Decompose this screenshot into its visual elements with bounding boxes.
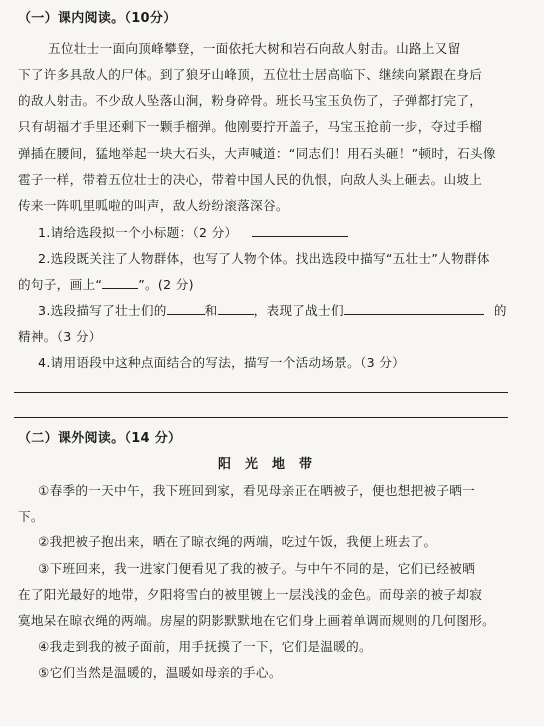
question-3-line-2: 精神。（3 分） (18, 329, 102, 344)
answer-line[interactable] (14, 417, 508, 418)
question-3-text-c: ，表现了战士们 (253, 303, 344, 318)
passage-line: 弹插在腰间，猛地举起一块大石头，大声喊道：“同志们！用石头砸！”顿时，石头像 (18, 146, 496, 161)
question-3-line-1 (38, 302, 544, 320)
section-two-heading: （二）课外阅读。（14 分） (18, 431, 182, 446)
question-1-text: 1.请给选段拟一个小标题：（2 分） (38, 225, 238, 240)
article-paragraph-line: ①春季的一天中午，我下班回到家，看见母亲正在晒被子，便也想把被子晒一 (38, 483, 476, 498)
answer-line[interactable] (14, 392, 508, 393)
passage-line: 传来一阵叽里呱啦的叫声，敌人纷纷滚落深谷。 (18, 198, 289, 213)
article-paragraph-line: ②我把被子抱出来，晒在了晾衣绳的两端，吃过午饭，我便上班去了。 (38, 534, 437, 549)
answer-blank[interactable] (344, 302, 484, 315)
question-2-line-2 (18, 276, 544, 294)
passage-line: 的敌人射击。不少敌人坠落山涧，粉身碎骨。班长马宝玉负伤了，子弹都打完了， (18, 93, 483, 108)
question-3-text-d: 的 (493, 303, 507, 318)
answer-blank[interactable] (252, 224, 348, 237)
answer-blank[interactable] (102, 276, 138, 289)
article-paragraph-line: ④我走到我的被子面前，用手抚摸了一下，它们是温暖的。 (38, 639, 372, 654)
article-paragraph-line: 在了阳光最好的地带，夕阳将雪白的被里镀上一层浅浅的金色。而母亲的被子却寂 (18, 587, 483, 602)
passage-line: 下了许多具敌人的尸体。到了狼牙山峰顶，五位壮士居高临下、继续向紧跟在身后 (18, 67, 483, 82)
passage-line: 只有胡福才手里还剩下一颗手榴弹。他刚要拧开盖子，马宝玉抢前一步，夺过手榴 (18, 119, 483, 134)
article-paragraph-line: ③下班回来，我一进家门便看见了我的被子。与中午不同的是，它们已经被晒 (38, 561, 476, 576)
question-3-text-a: 3.选段描写了壮士们的 (38, 303, 167, 318)
section-one-heading: （一）课内阅读。（10分） (18, 11, 177, 26)
answer-blank[interactable] (167, 302, 205, 315)
question-3-text-b: 和 (204, 303, 218, 318)
article-paragraph-line: ⑤它们当然是温暖的，温暖如母亲的手心。 (38, 665, 282, 680)
article-title: 阳光地带 (217, 457, 326, 472)
question-2-text-b: ”。(2 分) (138, 277, 194, 292)
article-paragraph-line: 下。 (18, 509, 44, 524)
question-2-text-a: 的句子，画上“ (18, 277, 103, 292)
question-2-line-1: 2.选段既关注了人物群体，也写了人物个体。找出选段中描写“五壮士”人物群体 (38, 251, 490, 266)
question-1 (38, 224, 544, 242)
passage-line: 五位壮士一面向顶峰攀登，一面依托大树和岩石向敌人射击。山路上又留 (48, 41, 461, 56)
question-4: 4.请用语段中这种点面结合的写法，描写一个活动场景。（3 分） (38, 355, 406, 370)
answer-blank[interactable] (218, 302, 254, 315)
passage-line: 雹子一样，带着五位壮士的决心，带着中国人民的仇恨，向敌人头上砸去。山坡上 (18, 172, 483, 187)
article-paragraph-line: 寞地呆在晾衣绳的两端。房屋的阴影默默地在它们身上画着单调而规则的几何图形。 (18, 613, 496, 628)
